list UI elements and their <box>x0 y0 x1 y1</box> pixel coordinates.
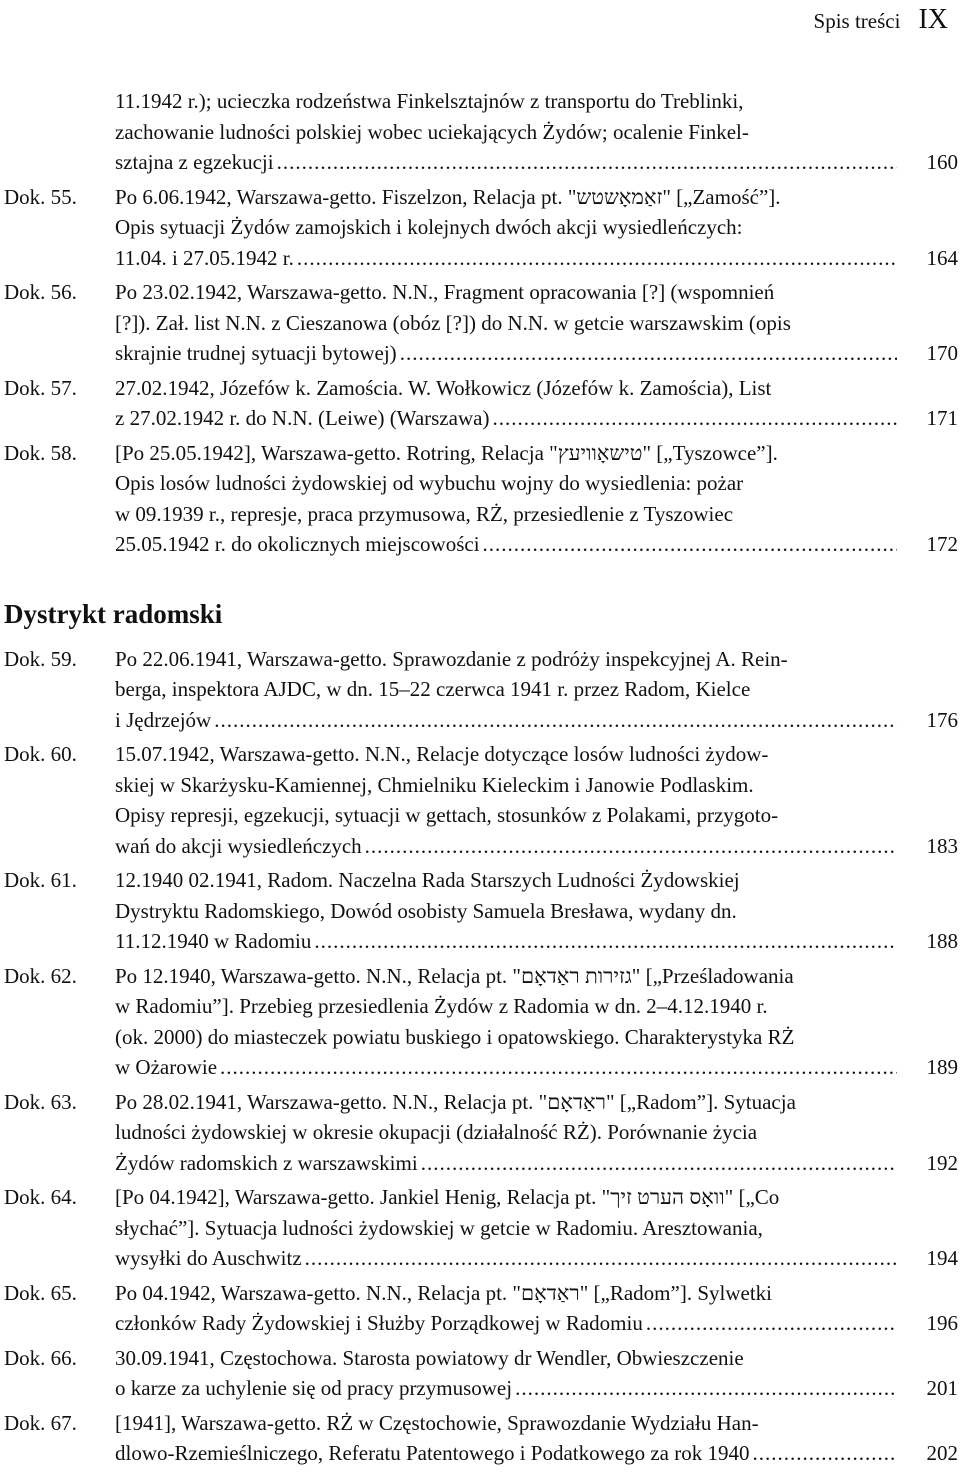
entry-description <box>115 182 900 274</box>
entry-description <box>115 739 900 861</box>
entry-line <box>115 800 900 831</box>
entry-line <box>115 896 900 927</box>
entry-line-text: [?]). Zał. list N.N. z Cieszanowa (obóz [?]) do N.N. w getcie warszawskim (opis <box>115 310 791 335</box>
entry-line <box>115 644 900 675</box>
toc-entry[interactable] <box>0 373 960 434</box>
document-number: Dok. 61. <box>4 868 77 892</box>
entry-line <box>115 770 900 801</box>
entry-line-text: [Po 25.05.1942], Warszawa-getto. Rotring, Relacja "טישאָוויעץ" [„Tyszowce”]. <box>115 440 778 465</box>
entry-description <box>115 1182 900 1274</box>
dot-leader <box>277 147 897 178</box>
entry-line <box>115 182 900 213</box>
document-number: Dok. 59. <box>4 646 77 671</box>
entry-line-text: o karze za uchylenie się od pracy przymusowej <box>115 1376 513 1400</box>
entry-description <box>115 373 900 434</box>
entry-line <box>115 86 900 117</box>
dot-leader <box>753 1438 898 1469</box>
entry-line-text: 15.07.1942, Warszawa-getto. N.N., Relacje dotyczące losów ludności żydow- <box>115 742 769 766</box>
entry-line-text: wysyłki do Auschwitz <box>115 1246 302 1270</box>
entry-line <box>115 1308 900 1339</box>
entry-line <box>115 438 900 469</box>
toc-entry[interactable] <box>0 961 960 1083</box>
entry-line-text: w 09.1939 r., represje, praca przymusowa, RŻ, przesiedlenie z Tyszowiec <box>115 501 734 526</box>
entry-description <box>115 438 900 560</box>
entry-description <box>115 1343 900 1404</box>
entry-line-text: Opis losów ludności żydowskiej od wybuchu wojny do wysiedlenia: pożar <box>115 471 744 495</box>
entry-line-text: 30.09.1941, Częstochowa. Starosta powiatowy dr Wendler, Obwieszczenie <box>115 1345 744 1370</box>
entry-line-text: członków Rady Żydowskiej i Służby Porządkowej w Radomiu <box>115 1311 643 1335</box>
document-number: Dok. 62. <box>4 963 77 988</box>
entry-line <box>115 373 900 404</box>
page-reference[interactable]: 172 <box>926 532 958 556</box>
entry-line-text: berga, inspektora AJDC, w dn. 15–22 czerwca 1941 r. przez Radom, Kielce <box>115 677 751 701</box>
entry-line <box>115 1182 900 1213</box>
entry-description <box>115 961 900 1083</box>
dot-leader <box>421 1148 897 1179</box>
toc-entry[interactable] <box>0 739 960 861</box>
document-number: Dok. 60. <box>4 742 77 766</box>
entry-line <box>115 1408 900 1439</box>
entry-line <box>115 1087 900 1118</box>
page-number: IX <box>918 4 948 35</box>
page-reference[interactable]: 201 <box>926 1376 958 1400</box>
entry-line <box>115 1438 900 1469</box>
entry-line-text: 25.05.1942 r. do okolicznych miejscowości <box>115 532 480 556</box>
entry-line-text: (ok. 2000) do miasteczek powiatu buskiego i opatowskiego. Charakterystyka RŻ <box>115 1024 795 1049</box>
entry-line <box>115 865 900 896</box>
toc-entry[interactable] <box>0 277 960 369</box>
dot-leader <box>483 529 897 560</box>
entry-description <box>115 644 900 736</box>
page-reference[interactable]: 183 <box>926 833 958 858</box>
entry-line-text: Po 22.06.1941, Warszawa-getto. Sprawozdanie z podróży inspekcyjnej A. Rein- <box>115 646 788 671</box>
entry-line <box>115 1052 900 1083</box>
entry-line-text: Opis sytuacji Żydów zamojskich i kolejnych dwóch akcji wysiedleńczych: <box>115 215 743 239</box>
entry-line <box>115 1117 900 1148</box>
entry-line-text: ludności żydowskiej w okresie okupacji (działalność RŻ). Porównanie życia <box>115 1120 758 1144</box>
page-reference[interactable]: 164 <box>926 245 958 270</box>
entry-line <box>115 243 900 274</box>
entry-description <box>115 277 900 369</box>
dot-leader <box>515 1373 897 1404</box>
entry-description <box>115 1087 900 1179</box>
entry-line-text: Po 28.02.1941, Warszawa-getto. N.N., Relacja pt. "ראַדאָם" [„Radom”]. Sytuacja <box>115 1089 796 1114</box>
entry-line-text: dlowo-Rzemieślniczego, Referatu Patentowego i Podatkowego za rok 1940 <box>115 1441 750 1465</box>
dot-leader <box>365 831 897 862</box>
entry-line <box>115 403 900 434</box>
entry-line <box>115 338 900 369</box>
page-reference[interactable]: 170 <box>926 341 958 365</box>
entry-line-text: Po 6.06.1942, Warszawa-getto. Fiszelzon, Relacja pt. "זאַמאָשטש" [„Zamość”]. <box>115 184 781 209</box>
running-head-title: Spis treści <box>813 9 901 33</box>
entry-line <box>115 1278 900 1309</box>
dot-leader <box>305 1243 897 1274</box>
page-reference[interactable]: 160 <box>926 150 958 174</box>
toc-entry[interactable] <box>0 1182 960 1274</box>
entry-line-text: zachowanie ludności polskiej wobec uciekających Żydów; ocalenie Finkel- <box>115 119 749 144</box>
document-number: Dok. 56. <box>4 280 77 304</box>
entry-line <box>115 926 900 957</box>
document-number: Dok. 67. <box>4 1410 77 1435</box>
page-reference[interactable]: 188 <box>926 929 958 953</box>
toc-list-bottom <box>0 644 960 1469</box>
page-reference[interactable]: 192 <box>926 1150 958 1175</box>
entry-line <box>115 674 900 705</box>
entry-line-text: Po 23.02.1942, Warszawa-getto. N.N., Fragment opracowania [?] (wspomnień <box>115 280 775 304</box>
entry-line <box>115 1022 900 1053</box>
entry-description <box>115 1408 900 1469</box>
dot-leader <box>646 1308 897 1339</box>
entry-line-text: Żydów radomskich z warszawskimi <box>115 1150 418 1175</box>
page-reference[interactable]: 189 <box>926 1055 958 1079</box>
section-title: Dystrykt radomski <box>4 598 223 629</box>
dot-leader <box>214 705 897 736</box>
entry-description <box>115 865 900 957</box>
document-number: Dok. 65. <box>4 1280 77 1305</box>
entry-line <box>115 1373 900 1404</box>
entry-line-text: skrajnie trudnej sytuacji bytowej) <box>115 341 397 365</box>
entry-line <box>115 1243 900 1274</box>
document-number: Dok. 64. <box>4 1185 77 1209</box>
dot-leader <box>314 926 897 957</box>
entry-line-text: z 27.02.1942 r. do N.N. (Leiwe) (Warszawa) <box>115 406 490 430</box>
entry-line-text: skiej w Skarżysku-Kamiennej, Chmielniku Kieleckim i Janowie Podlaskim. <box>115 772 754 797</box>
entry-line-text: 27.02.1942, Józefów k. Zamościa. W. Wołkowicz (Józefów k. Zamościa), List <box>115 375 772 400</box>
entry-line <box>115 147 900 178</box>
document-number: Dok. 66. <box>4 1345 77 1370</box>
toc-entry[interactable] <box>0 1278 960 1339</box>
entry-line-text: 12.1940 02.1941, Radom. Naczelna Rada Starszych Ludności Żydowskiej <box>115 868 740 892</box>
entry-line <box>115 529 900 560</box>
entry-line-text: słychać”]. Sytuacja ludności żydowskiej w getcie w Radomiu. Aresztowania, <box>115 1215 763 1240</box>
running-head <box>814 4 948 36</box>
entry-description <box>115 86 900 178</box>
entry-line <box>115 831 900 862</box>
page-reference[interactable]: 196 <box>926 1311 958 1335</box>
entry-line <box>115 991 900 1022</box>
document-number: Dok. 55. <box>4 184 77 209</box>
entry-line-text: 11.12.1940 w Radomiu <box>115 929 312 953</box>
page-reference[interactable]: 194 <box>926 1246 958 1270</box>
document-number: Dok. 63. <box>4 1089 77 1114</box>
entry-line-text: 11.04. i 27.05.1942 r. <box>115 245 294 270</box>
entry-line <box>115 705 900 736</box>
entry-line <box>115 468 900 499</box>
toc-entry[interactable] <box>0 865 960 957</box>
entry-line-text: wań do akcji wysiedleńczych <box>115 833 362 858</box>
entry-line <box>115 212 900 243</box>
entry-line <box>115 117 900 148</box>
entry-line <box>115 961 900 992</box>
page-reference[interactable]: 202 <box>926 1441 958 1465</box>
entry-description <box>115 1278 900 1339</box>
entry-line-text: [Po 04.1942], Warszawa-getto. Jankiel Henig, Relacja pt. "וואָס הערט זיך" [„Co <box>115 1185 780 1209</box>
document-number: Dok. 57. <box>4 375 77 400</box>
entry-line <box>115 1148 900 1179</box>
entry-line-text: Po 12.1940, Warszawa-getto. N.N., Relacja pt. "גזירות ראַדאָם" [„Prześladowania <box>115 963 794 988</box>
document-number: Dok. 58. <box>4 440 77 465</box>
page-reference[interactable]: 176 <box>926 707 958 732</box>
dot-leader <box>220 1052 897 1083</box>
entry-line <box>115 308 900 339</box>
entry-line <box>115 1213 900 1244</box>
entry-line-text: sztajna z egzekucji <box>115 150 274 174</box>
entry-line <box>115 1343 900 1374</box>
page-reference[interactable]: 171 <box>926 406 958 430</box>
toc-entry[interactable] <box>0 1087 960 1179</box>
entry-line-text: Dystryktu Radomskiego, Dowód osobisty Samuela Bresława, wydany dn. <box>115 898 737 923</box>
toc-entry[interactable] <box>0 438 960 560</box>
dot-leader <box>400 338 897 369</box>
entry-line-text: Opisy represji, egzekucji, sytuacji w gettach, stosunków z Polakami, przygoto- <box>115 803 779 827</box>
toc-list-top <box>0 86 960 560</box>
toc-entry[interactable] <box>0 1343 960 1404</box>
toc-entry[interactable] <box>0 86 960 178</box>
toc-entry[interactable] <box>0 182 960 274</box>
entry-line-text: Po 04.1942, Warszawa-getto. N.N., Relacja pt. "ראַדאָם" [„Radom”]. Sylwetki <box>115 1280 772 1305</box>
entry-line-text: [1941], Warszawa-getto. RŻ w Częstochowie, Sprawozdanie Wydziału Han- <box>115 1410 759 1435</box>
entry-line <box>115 499 900 530</box>
entry-line <box>115 277 900 308</box>
dot-leader <box>297 243 897 274</box>
entry-line-text: w Ożarowie <box>115 1055 218 1079</box>
table-of-contents <box>0 86 960 1473</box>
toc-entry[interactable] <box>0 644 960 736</box>
entry-line-text: w Radomiu”]. Przebieg przesiedlenia Żydów z Radomia w dn. 2–4.12.1940 r. <box>115 994 768 1018</box>
entry-line-text: 11.1942 r.); ucieczka rodzeństwa Finkelsztajnów z transportu do Treblinki, <box>115 89 744 113</box>
entry-line-text: i Jędrzejów <box>115 707 212 732</box>
dot-leader <box>492 403 897 434</box>
toc-entry[interactable] <box>0 1408 960 1469</box>
entry-line <box>115 739 900 770</box>
